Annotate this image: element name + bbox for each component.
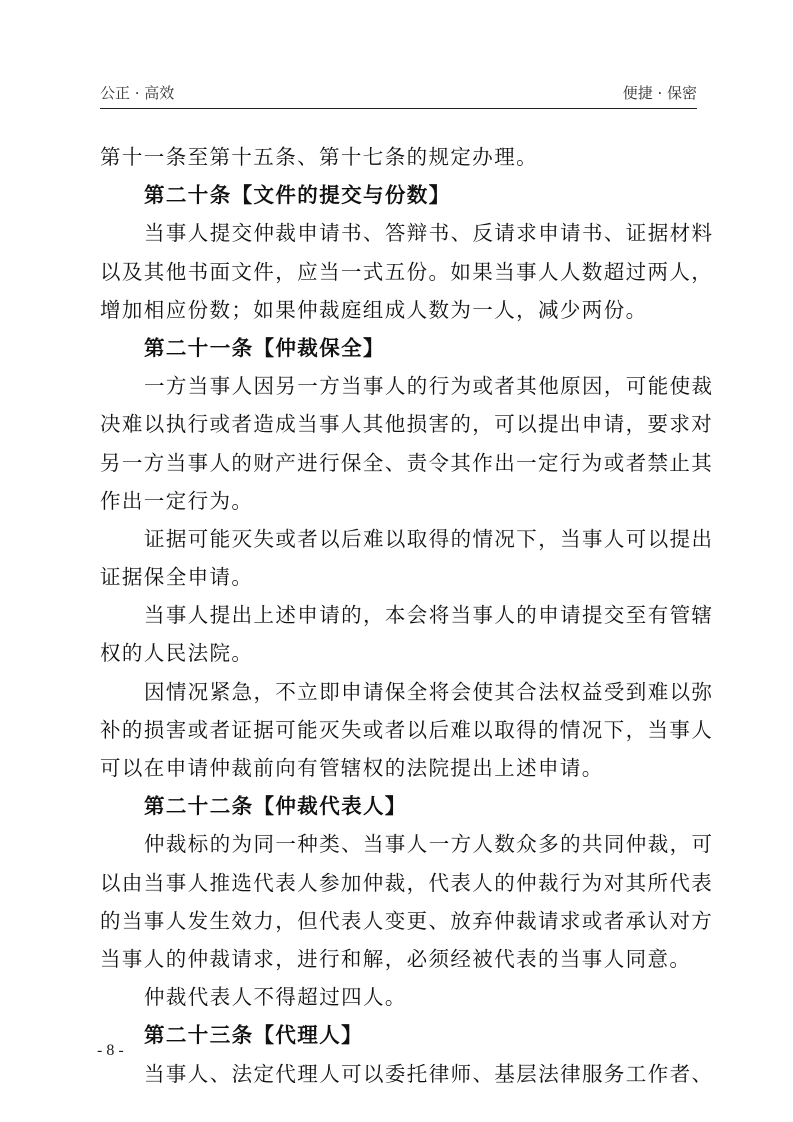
article-21-paragraph-line: 当事人提出上述申请的，本会将当事人的申请提交至有管辖 [144, 603, 714, 628]
article-21-paragraph-line: 另一方当事人的财产进行保全、责令其作出一定行为或者禁止其 [100, 450, 714, 475]
article-21-paragraph-line: 决难以执行或者造成当事人其他损害的，可以提出申请，要求对 [100, 412, 714, 437]
header-right-text: 便捷 · 保密 [622, 84, 697, 102]
article-21-paragraph-line: 一方当事人因另一方当事人的行为或者其他原因，可能使裁 [144, 374, 714, 399]
article-22-paragraph-line: 仲裁标的为同一种类、当事人一方人数众多的共同仲裁，可 [144, 832, 714, 857]
article-21-heading: 第二十一条【仲裁保全】 [144, 335, 385, 360]
article-22-paragraph-line: 仲裁代表人不得超过四人。 [144, 985, 407, 1010]
article-23-heading: 第二十三条【代理人】 [144, 1023, 363, 1048]
article-22-heading: 第二十二条【仲裁代表人】 [144, 794, 407, 819]
page-number: - 8 - [97, 1042, 124, 1059]
article-22-paragraph-line: 当事人的仲裁请求，进行和解，必须经被代表的当事人同意。 [100, 946, 692, 971]
article-21-paragraph-line: 证据可能灭失或者以后难以取得的情况下，当事人可以提出 [144, 526, 714, 551]
article-21-paragraph-line: 证据保全申请。 [100, 565, 254, 590]
article-21-paragraph-line: 可以在申请仲裁前向有管辖权的法院提出上述申请。 [100, 756, 604, 780]
article-20-heading: 第二十条【文件的提交与份数】 [144, 183, 451, 208]
article-21-paragraph-line: 补的损害或者证据可能灭失或者以后难以取得的情况下，当事人 [100, 717, 714, 742]
article-21-paragraph-line: 权的人民法院。 [100, 641, 254, 666]
document-body [100, 138, 714, 1093]
article-20-paragraph-line: 当事人提交仲裁申请书、答辩书、反请求申请书、证据材料 [144, 221, 714, 246]
article-20-paragraph-line: 增加相应份数；如果仲裁庭组成人数为一人，减少两份。 [100, 297, 648, 322]
article-21-paragraph-line: 因情况紧急，不立即申请保全将会使其合法权益受到难以弥 [144, 679, 714, 704]
article-22-paragraph-line: 以由当事人推选代表人参加仲裁，代表人的仲裁行为对其所代表 [100, 870, 714, 895]
header-left-text: 公正 · 高效 [100, 84, 175, 102]
body-line-continuation: 第十一条至第十五条、第十七条的规定办理。 [100, 145, 538, 169]
article-22-paragraph-line: 的当事人发生效力，但代表人变更、放弃仲裁请求或者承认对方 [100, 908, 714, 933]
article-21-paragraph-line: 作出一定行为。 [100, 488, 254, 513]
article-20-paragraph-line: 以及其他书面文件，应当一式五份。如果当事人人数超过两人， [100, 259, 714, 284]
page-header [100, 78, 697, 109]
article-23-paragraph-line: 当事人、法定代理人可以委托律师、基层法律服务工作者、 [144, 1061, 714, 1086]
